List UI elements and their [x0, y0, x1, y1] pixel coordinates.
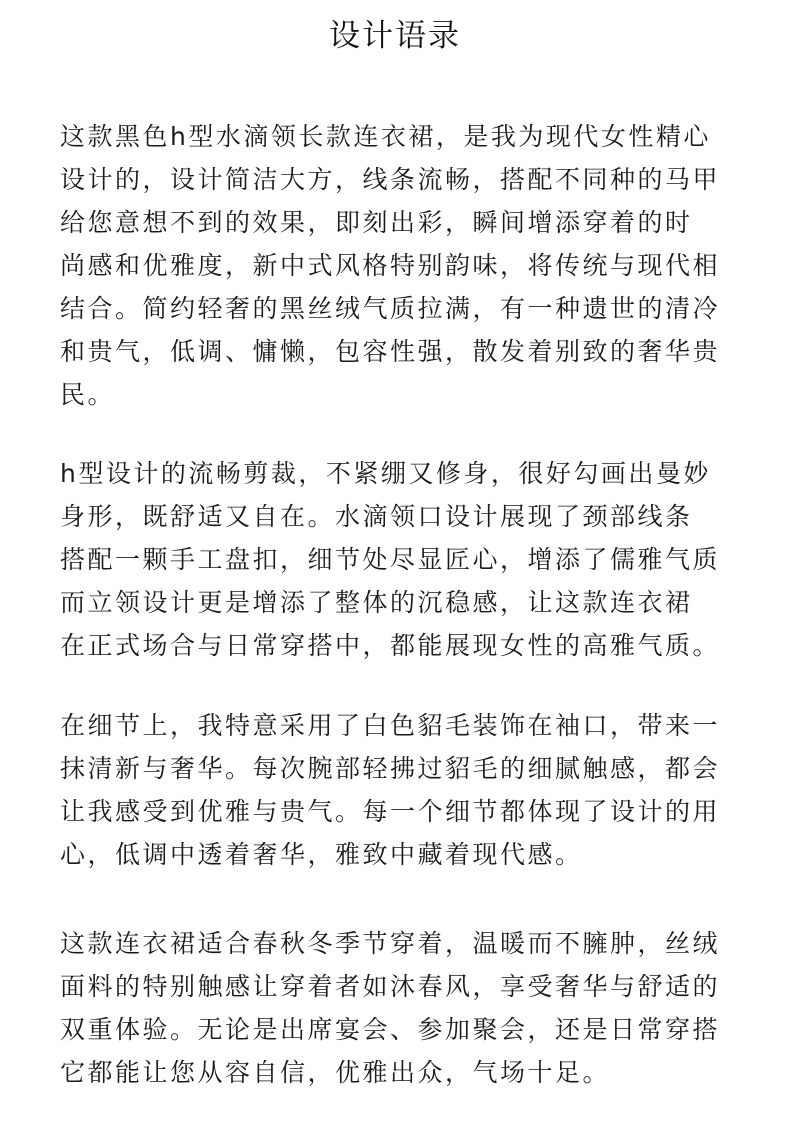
text-line: 在细节上，我特意采用了白色貂毛装饰在袖口，带来一	[60, 711, 721, 740]
text-line: 和贵气，低调、慵懒，包容性强，散发着别致的奢华贵	[60, 337, 721, 366]
text-line: 让我感受到优雅与贵气。每一个细节都体现了设计的用	[60, 797, 721, 826]
text-line: 民。	[60, 380, 116, 409]
text-line: 它都能让您从容自信，优雅出众，气场十足。	[60, 1058, 611, 1087]
paragraph-intro	[60, 115, 760, 416]
text-line: 搭配一颗手工盘扣，细节处尽显匠心，增添了儒雅气质	[60, 545, 721, 574]
page-title: 设计语录	[329, 18, 461, 54]
paragraph-silhouette	[60, 452, 760, 667]
text-line: 双重体验。无论是出席宴会、参加聚会，还是日常穿搭	[60, 1015, 721, 1044]
text-line: 身形，既舒适又自在。水滴领口设计展现了颈部线条	[60, 502, 693, 531]
paragraph-occasion	[60, 922, 760, 1094]
text-line: 结合。简约轻奢的黑丝绒气质拉满，有一种遗世的清冷	[60, 294, 721, 323]
text-line: 在正式场合与日常穿搭中，都能展现女性的高雅气质。	[60, 631, 721, 660]
text-line: 心，低调中透着奢华，雅致中藏着现代感。	[60, 840, 583, 869]
text-line: h型设计的流畅剪裁，不紧绷又修身，很好勾画出曼妙	[60, 459, 711, 488]
text-line: 而立领设计更是增添了整体的沉稳感，让这款连衣裙	[60, 588, 693, 617]
text-line: 给您意想不到的效果，即刻出彩，瞬间增添穿着的时	[60, 208, 693, 237]
text-line: 这款黑色h型水滴领长款连衣裙，是我为现代女性精心	[60, 122, 711, 151]
text-line: 抹清新与奢华。每次腕部轻拂过貂毛的细腻触感，都会	[60, 754, 721, 783]
text-line: 这款连衣裙适合春秋冬季节穿着，温暖而不臃肿，丝绒	[60, 929, 721, 958]
text-line: 设计的，设计简洁大方，线条流畅，搭配不同种的马甲	[60, 165, 721, 194]
paragraph-details	[60, 704, 760, 876]
text-line: 面料的特别触感让穿着者如沐春风，享受奢华与舒适的	[60, 972, 721, 1001]
text-line: 尚感和优雅度，新中式风格特别韵味，将传统与现代相	[60, 251, 721, 280]
